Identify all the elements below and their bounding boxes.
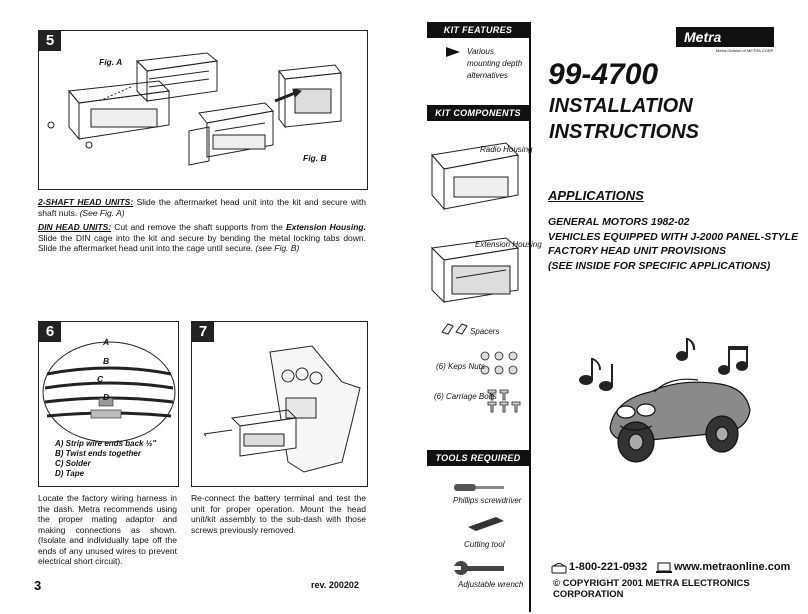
shaft-text: Slide the aftermarket head unit into the kit and secure with shaft nuts. [38, 197, 366, 218]
step6-number: 6 [39, 322, 61, 342]
wiring-legend [55, 439, 156, 479]
cutting-tool-icon [466, 515, 506, 535]
shaft-title: 2-SHAFT HEAD UNITS: [38, 197, 134, 207]
fig-b-label: Fig. B [303, 153, 327, 163]
application-line: FACTORY HEAD UNIT PROVISIONS [548, 245, 726, 257]
logo-tagline: Metra Division of METRA CORP [716, 48, 774, 53]
screwdriver-label: Phillips screwdriver [453, 496, 522, 505]
wire-label-b: B [103, 356, 110, 366]
step7-text: Re-connect the battery terminal and test the unit for proper operation. Mount the head unit/kit assembly to the sub-dash with those screws previously removed. [191, 493, 366, 535]
phone-icon [551, 562, 567, 574]
step6-text: Locate the factory wiring harness in the dash. Metra recommends using the proper mating adaptor and making connections as shown. (Isolate and individually tape off the ends of any unused wires to prevent electrical short circuit). [38, 493, 177, 566]
feature-line: alternatives [467, 71, 508, 80]
step6-panel [38, 321, 179, 487]
feature-line: Various [467, 47, 494, 56]
spacers-image [440, 322, 470, 336]
arrow-bullet-icon [446, 47, 460, 57]
tools-required-header: TOOLS REQUIRED [427, 450, 529, 466]
keps-nuts-label: (6) Keps Nuts [436, 362, 485, 371]
din-text2: Slide the DIN cage into the kit and secure by bending the metal locking tabs down. Slide the aftermarket head unit into the cage until secure. [38, 232, 366, 253]
step5-panel [38, 30, 368, 190]
legend-item: C) Solder [55, 459, 91, 468]
cartoon-car-illustration [570, 330, 780, 470]
spacers-label: Spacers [470, 327, 500, 336]
title-line1: INSTALLATION [549, 95, 693, 117]
din-text1: Cut and remove the shaft supports from the [114, 222, 283, 232]
page-number: 3 [34, 578, 42, 593]
application-line: GENERAL MOTORS 1982-02 [548, 216, 690, 228]
legend-item: B) Twist ends together [55, 449, 141, 458]
kit-components-header: KIT COMPONENTS [427, 105, 529, 121]
kit-features-list [467, 46, 522, 82]
wire-label-c: C [97, 374, 104, 384]
din-housing: Extension Housing. [285, 222, 366, 232]
applications-text [548, 215, 798, 273]
legend-item: D) Tape [55, 469, 85, 478]
legend-item: A) Strip wire ends back ½" [55, 439, 157, 448]
application-line: VEHICLES EQUIPPED WITH J-2000 PANEL-STYLE [548, 230, 799, 243]
extension-housing-label: Extension Housing [475, 240, 542, 249]
metra-logo [676, 27, 774, 47]
wrench-icon [452, 558, 508, 578]
computer-icon [656, 562, 672, 574]
step7-panel [191, 321, 368, 487]
shaft-instruction [38, 197, 366, 218]
website: www.metraonline.com [674, 561, 791, 573]
step5-illustration [39, 31, 367, 189]
dash-illustration [192, 322, 367, 486]
wire-label-a: A [103, 337, 110, 347]
feature-line: mounting depth [467, 59, 523, 68]
applications-heading: APPLICATIONS [548, 188, 644, 203]
part-number: 99-4700 [548, 58, 659, 91]
application-line: (SEE INSIDE FOR SPECIFIC APPLICATIONS) [548, 259, 771, 272]
logo-brand: Metra [684, 29, 722, 45]
wire-label-d: D [103, 392, 110, 402]
din-instruction [38, 222, 366, 254]
step5-number: 5 [39, 31, 61, 51]
phone-number: 1-800-221-0932 [569, 561, 648, 573]
wrench-label: Adjustable wrench [458, 580, 524, 589]
screwdriver-icon [452, 478, 508, 496]
kit-features-header: KIT FEATURES [427, 22, 529, 38]
shaft-ref: (See Fig. A) [79, 207, 125, 218]
carriage-bolts-label: (6) Carriage Bolts [434, 392, 497, 401]
din-title: DIN HEAD UNITS: [38, 222, 112, 232]
cutting-tool-label: Cutting tool [464, 540, 505, 549]
radio-housing-label: Radio Housing [480, 145, 533, 154]
copyright: © COPYRIGHT 2001 METRA ELECTRONICS CORPORATION [553, 578, 750, 600]
fig-a-label: Fig. A [99, 57, 123, 67]
title-line2: INSTRUCTIONS [549, 121, 699, 143]
column-divider [529, 22, 531, 612]
revision: rev. 200202 [311, 580, 359, 590]
step7-number: 7 [192, 322, 214, 342]
din-ref: (see Fig. B) [255, 243, 300, 253]
